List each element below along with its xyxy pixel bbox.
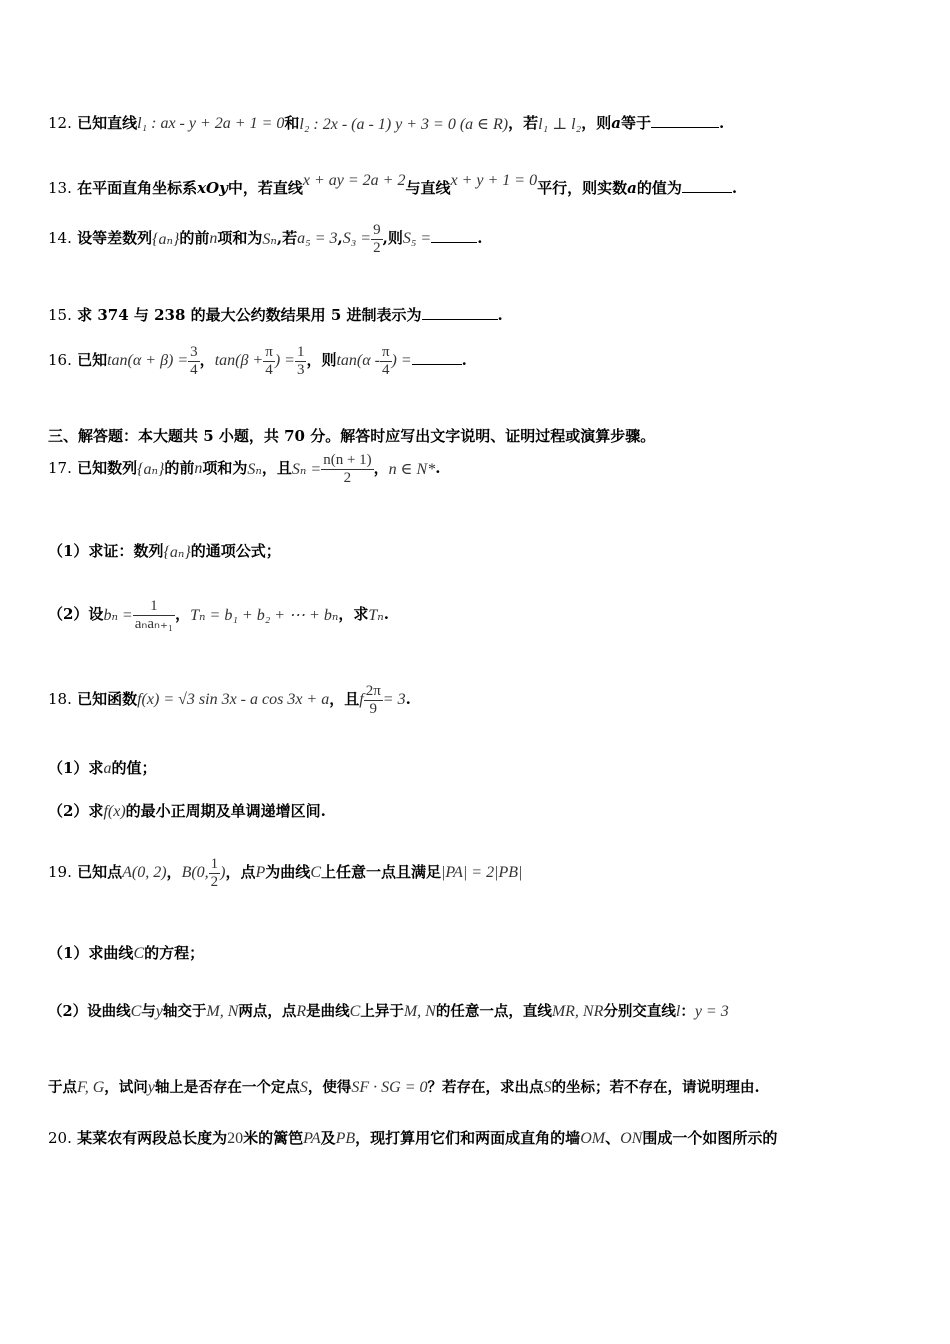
- question-18-part-1: [48, 757, 156, 778]
- question-19-part-1: [48, 942, 204, 963]
- math: {aₙ}: [163, 544, 191, 561]
- math: n ∈ N*: [388, 461, 436, 478]
- math: C: [349, 1003, 361, 1020]
- variable: a: [611, 114, 621, 132]
- text: 的值为: [636, 179, 682, 197]
- numerator: 2π: [365, 683, 381, 699]
- fraction: [188, 344, 200, 378]
- section-heading: 三、解答题：本大题共 5 小题，共 70 分。解答时应写出文字说明、证明过程或演算步骤。: [48, 427, 656, 445]
- math: f(x) = √3 sin 3x - a cos 3x + a: [137, 691, 330, 708]
- denominator: 9: [364, 700, 383, 718]
- math: y: [155, 1003, 163, 1020]
- part-label: （2）设: [48, 605, 104, 623]
- text: 、: [605, 1129, 621, 1147]
- math: y: [147, 1079, 155, 1096]
- text: 上任意一点且满足: [320, 863, 441, 881]
- question-15: [48, 304, 503, 325]
- math: M, N: [403, 1003, 436, 1020]
- text: 项和为: [202, 459, 248, 477]
- math: {aₙ}: [137, 461, 165, 478]
- math: PB: [335, 1130, 356, 1147]
- math: F, G: [77, 1079, 105, 1096]
- text: 两点，点: [238, 1003, 297, 1020]
- denominator: 4: [380, 361, 392, 379]
- math: tan(α + β) =: [107, 352, 189, 369]
- question-13: [48, 172, 737, 198]
- text: 已知直线: [77, 114, 138, 132]
- text: ，使得: [307, 1079, 352, 1096]
- denominator: aₙaₙ₊₁: [134, 615, 174, 632]
- period: .: [497, 306, 503, 324]
- fraction: [209, 856, 221, 890]
- text: ，则: [581, 114, 612, 132]
- period: .: [405, 690, 411, 708]
- denominator: 4: [190, 361, 198, 378]
- question-17-part-2: [48, 598, 389, 632]
- text: 轴交于: [162, 1003, 207, 1020]
- fraction: [321, 452, 373, 486]
- text: ，点: [225, 863, 256, 881]
- text: 的坐标；若不存在，请说明理由.: [551, 1079, 760, 1096]
- question-19-part-2-continued: [48, 1076, 760, 1097]
- text: 某菜农有两段总长度为: [77, 1129, 228, 1147]
- text: 已知函数: [77, 690, 138, 708]
- math: S₅ =: [402, 230, 432, 247]
- part-label: （2）设曲线: [48, 1003, 131, 1020]
- question-number: 17.: [48, 459, 72, 477]
- text: ，: [199, 351, 215, 369]
- math: M, N: [206, 1003, 239, 1020]
- math: A(0, 2): [122, 864, 167, 881]
- numerator: 9: [373, 222, 381, 238]
- text: ,则: [382, 229, 403, 247]
- denominator: 2: [373, 239, 381, 256]
- text: 分别交直线: [603, 1003, 676, 1020]
- text: 和: [284, 114, 300, 132]
- math: Tₙ = b₁ + b₂ + ⋯ + bₙ: [190, 607, 339, 624]
- math: ) =: [391, 352, 412, 369]
- text: ，且: [329, 690, 360, 708]
- answer-blank: [412, 364, 462, 365]
- text: ，现打算用它们和两面成直角的墙: [355, 1129, 581, 1147]
- numerator: 1: [210, 856, 219, 872]
- text: ，求: [338, 605, 369, 623]
- math: S₃ =: [342, 230, 372, 247]
- math: Tₙ: [368, 607, 384, 624]
- text: 已知数列: [77, 459, 138, 477]
- math: n: [209, 230, 218, 247]
- numerator: 3: [190, 344, 198, 360]
- period: .: [477, 229, 483, 247]
- math: ): [220, 864, 226, 881]
- text: 上异于: [360, 1003, 404, 1020]
- numerator: n(n + 1): [323, 452, 372, 468]
- math: = 3: [382, 691, 406, 708]
- math: f: [359, 691, 364, 708]
- text: ，且: [261, 459, 292, 477]
- question-number: 15.: [48, 306, 72, 324]
- math: bₙ =: [103, 607, 133, 624]
- text: ：: [680, 1003, 695, 1020]
- fraction: [133, 598, 175, 632]
- text: 围成一个如图所示的: [642, 1129, 778, 1147]
- fraction: [364, 683, 383, 717]
- question-19: [48, 856, 522, 890]
- text: ,: [337, 229, 343, 247]
- math: x + y + 1 = 0: [450, 172, 538, 189]
- variable: a: [627, 179, 637, 197]
- math: Sₙ: [262, 231, 277, 248]
- math: MR, NR: [551, 1003, 604, 1020]
- text: 的前: [164, 459, 195, 477]
- text: 的任意一点，直线: [435, 1003, 552, 1020]
- period: .: [435, 459, 441, 477]
- text: 求 374 与 238 的最大公约数结果用 5 进制表示为: [77, 306, 422, 324]
- question-12: [48, 112, 724, 134]
- math: l₁ : ax - y + 2a + 1 = 0: [137, 115, 285, 132]
- period: .: [383, 605, 389, 623]
- question-number: 16.: [48, 351, 72, 369]
- math: PA: [303, 1130, 321, 1147]
- math: f(x): [103, 803, 126, 820]
- text: ,若: [276, 229, 298, 247]
- text: 在平面直角坐标系: [77, 179, 198, 197]
- text: 已知点: [77, 863, 123, 881]
- math: Sₙ =: [291, 461, 322, 478]
- text: ，: [373, 459, 389, 477]
- text: 平行，则实数: [537, 179, 628, 197]
- variable: xOy: [197, 179, 228, 197]
- math: P: [255, 864, 266, 881]
- math: Sₙ: [247, 461, 262, 478]
- math: tan(β +: [214, 352, 264, 369]
- numerator: 1: [296, 344, 305, 360]
- math: x + ay = 2a + 2: [302, 172, 406, 189]
- period: .: [461, 351, 467, 369]
- denominator: 2: [210, 873, 219, 890]
- text: 的值；: [111, 759, 157, 777]
- math: S: [543, 1079, 552, 1096]
- math: B(0,: [181, 864, 209, 881]
- question-number: 14.: [48, 229, 72, 247]
- math: 20: [227, 1130, 244, 1147]
- text: 米的篱笆: [243, 1129, 304, 1147]
- question-number: 19.: [48, 863, 72, 881]
- denominator: 2: [321, 469, 373, 487]
- math: ) =: [274, 352, 295, 369]
- text: ，若: [508, 114, 539, 132]
- text: 及: [320, 1129, 336, 1147]
- question-17: [48, 452, 440, 486]
- fraction: [263, 344, 275, 378]
- math: C: [133, 945, 145, 962]
- answer-blank: [682, 192, 732, 193]
- answer-blank: [651, 127, 719, 128]
- math: R: [296, 1003, 307, 1020]
- text: 的最小正周期及单调递增区间.: [125, 802, 326, 820]
- text: 与直线: [405, 179, 451, 197]
- numerator: 1: [150, 598, 158, 614]
- question-17-part-1: [48, 540, 281, 562]
- text: 是曲线: [306, 1003, 350, 1020]
- text: 的方程；: [144, 944, 205, 962]
- text: 的通项公式；: [190, 542, 281, 560]
- denominator: 4: [263, 361, 275, 379]
- answer-blank: [422, 319, 498, 320]
- period: .: [731, 179, 738, 197]
- math: |PA| = 2|PB|: [441, 864, 523, 881]
- math: C: [130, 1003, 142, 1020]
- question-number: 18.: [48, 690, 72, 708]
- text: 的前: [179, 229, 210, 247]
- text: 于点: [48, 1079, 77, 1096]
- part-label: （1）求: [48, 759, 104, 777]
- numerator: π: [381, 344, 390, 360]
- math: tan(α -: [336, 352, 380, 369]
- math: y = 3: [694, 1003, 729, 1020]
- question-number: 20.: [48, 1129, 72, 1147]
- math: {aₙ}: [152, 231, 180, 248]
- question-20: [48, 1127, 777, 1148]
- text: 中，若直线: [227, 179, 303, 197]
- question-number: 13.: [48, 179, 72, 197]
- period: .: [718, 114, 725, 132]
- question-14: [48, 222, 482, 256]
- math: n: [194, 460, 203, 477]
- math: l₂ : 2x - (a - 1) y + 3 = 0 (a ∈ R): [299, 116, 509, 133]
- text: ，试问: [104, 1079, 148, 1096]
- question-number: 12.: [48, 114, 72, 132]
- question-18-part-2: [48, 800, 326, 821]
- question-16: [48, 344, 467, 378]
- text: ，则: [306, 351, 337, 369]
- math: ON: [620, 1130, 643, 1147]
- text: 设等差数列: [77, 229, 153, 247]
- fraction: [371, 222, 383, 256]
- question-18: [48, 683, 411, 717]
- part-label: （1）求证：数列: [48, 542, 164, 560]
- text: ？若存在，求出点: [427, 1079, 544, 1096]
- math: S: [299, 1079, 308, 1096]
- part-label: （2）求: [48, 802, 104, 820]
- text: 为曲线: [265, 863, 311, 881]
- text: 已知: [77, 351, 108, 369]
- part-label: （1）求曲线: [48, 944, 134, 962]
- text: 与: [141, 1003, 156, 1020]
- math: SF · SG = 0: [351, 1079, 428, 1096]
- text: 等于: [620, 114, 651, 132]
- fraction: [295, 344, 307, 378]
- answer-blank: [431, 242, 477, 243]
- math: l: [675, 1003, 681, 1020]
- math: OM: [580, 1130, 606, 1147]
- denominator: 3: [296, 361, 305, 378]
- math: C: [310, 864, 321, 881]
- text: 项和为: [217, 229, 263, 247]
- question-19-part-2: [48, 1000, 729, 1021]
- math: a: [103, 760, 112, 777]
- text: ，: [166, 863, 182, 881]
- fraction: [380, 344, 392, 378]
- math: l₁ ⊥ l₂: [538, 116, 582, 133]
- numerator: π: [265, 344, 273, 360]
- text: 轴上是否存在一个定点: [154, 1079, 300, 1096]
- math: a₅ = 3: [297, 230, 338, 247]
- text: ，: [175, 605, 191, 623]
